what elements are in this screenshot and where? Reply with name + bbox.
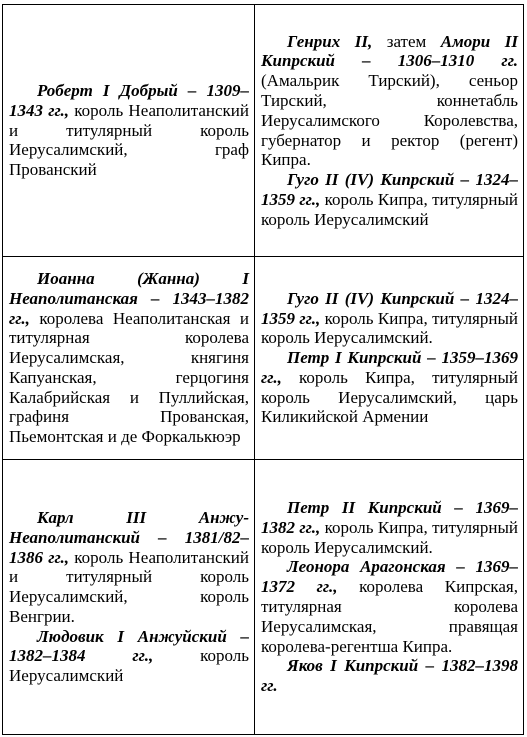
ruler-name: Петр II Кипрский – 1369–1382 гг., [261, 498, 518, 537]
ruler-name: Людовик I Анжуйский – 1382–1384 гг., [9, 626, 249, 666]
entry [9, 508, 249, 627]
ruler-name: Гуго II (IV) Кипрский – 1324–1359 гг., [261, 170, 518, 209]
table-row [3, 5, 524, 257]
table-cell-right [255, 5, 524, 257]
ruler-name: Гуго II (IV) Кипрский – 1324–1359 гг., [261, 288, 518, 328]
entry [261, 656, 518, 696]
ruler-name: Роберт I Добрый – 1309–1343 гг., [9, 81, 249, 120]
ruler-name: Петр I Кипрский – 1359–1369 гг., [261, 348, 518, 387]
table-row [3, 257, 524, 460]
table-row [3, 460, 524, 735]
table-cell-right [255, 460, 524, 735]
entry [261, 32, 518, 171]
ruler-description: король Кипра, титулярный король Иерусалимский [261, 189, 518, 229]
ruler-name: Генрих II, [287, 31, 373, 51]
ruler-name: Яков I Кипрский – 1382–1398 гг. [261, 656, 518, 696]
entry [261, 170, 518, 229]
entry [261, 348, 518, 427]
entry [9, 269, 249, 447]
ruler-description: король Кипра, титулярный король Иерусалимский. [261, 517, 518, 557]
ruler-description: король Кипра, титулярный король Иерусалимский, царь Киликийской Армении [261, 367, 518, 427]
ruler-name: Амори II Кипрский – 1306–1310 гг. [261, 31, 518, 71]
ruler-name: Иоанна (Жанна) I Неаполитанская – 1343–1382 гг., [9, 268, 249, 328]
ruler-description: король Иерусалимский [9, 646, 249, 686]
table-cell-right [255, 257, 524, 460]
entry [9, 81, 249, 180]
ruler-description: король Неаполитанский и титулярный король Иерусалимский, король Венгрии. [9, 547, 250, 626]
genealogy-table [2, 4, 524, 735]
ruler-description: (Амальрик Тирский), сеньор Тирский, коннетабль Иерусалимского Королевства, губернатор и ректор (регент) Кипра. [261, 71, 518, 170]
ruler-description: король Неаполитанский и титулярный король Иерусалимский, граф Прованский [9, 100, 250, 180]
ruler-description: королева Кипрская, титулярная королева Иерусалимская, правящая королева-регентша Кипра. [261, 577, 518, 656]
ruler-description: королева Неаполитанская и титулярная королева Иерусалимская, княгиня Капуанская, герцогиня Калабрийская и Пуллийская, графиня Прованская, Пьемонтская и де Форкалькюэр [9, 308, 249, 447]
ruler-name: Леонора Арагонская – 1369–1372 гг., [261, 557, 518, 597]
table-cell-left [3, 257, 255, 460]
ruler-description: король Кипра, титулярный король Иерусалимский. [261, 308, 518, 348]
table-cell-left [3, 460, 255, 735]
entry [261, 289, 518, 348]
ruler-name: Карл III Анжу-Неаполитанский – 1381/82–1386 гг., [9, 507, 249, 567]
entry [9, 627, 249, 686]
entry [261, 557, 518, 656]
table-cell-left [3, 5, 255, 257]
entry [261, 498, 518, 557]
ruler-connector: затем [372, 31, 441, 51]
